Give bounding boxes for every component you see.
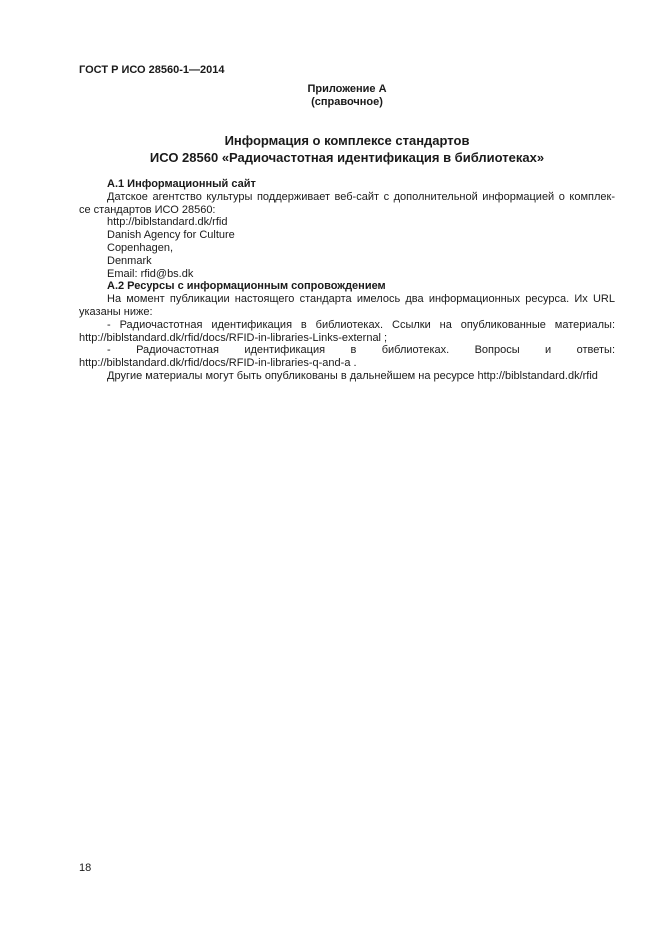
paragraph-line: се стандартов ИСО 28560: bbox=[79, 203, 216, 216]
resource-url: http://biblstandard.dk/rfid/docs/RFID-in-libraries-q-and-a . bbox=[79, 357, 357, 370]
resource-url: http://biblstandard.dk/rfid/docs/RFID-in-libraries-Links-external ; bbox=[79, 331, 388, 344]
list-item-line: - Радиочастотная идентификация в библиотеках. Вопросы и ответы: bbox=[107, 344, 615, 357]
section-heading-line2: ИСО 28560 «Радиочастотная идентификация в библиотеках» bbox=[149, 150, 545, 165]
subsection-title-a1: А.1 Информационный сайт bbox=[107, 178, 256, 190]
closing-paragraph: Другие материалы могут быть опубликованы в дальнейшем на ресурсе http://biblstandard.dk/rfid bbox=[107, 369, 598, 382]
page-number: 18 bbox=[79, 862, 92, 874]
annex-type: (справочное) bbox=[311, 96, 383, 108]
country: Denmark bbox=[107, 254, 152, 267]
paragraph-line: указаны ниже: bbox=[79, 305, 153, 318]
section-heading-line1: Информация о комплексе стандартов bbox=[224, 133, 470, 148]
contact-email: Email: rfid@bs.dk bbox=[107, 267, 194, 280]
paragraph-line: На момент публикации настоящего стандарта имелось два информационных ресурса. Их URL bbox=[107, 293, 615, 306]
annex-title: Приложение А bbox=[307, 83, 387, 95]
organization-name: Danish Agency for Culture bbox=[107, 229, 235, 242]
document-body bbox=[79, 178, 615, 383]
paragraph-line: Датское агентство культуры поддерживает веб-сайт с дополнительной информацией о комплек- bbox=[107, 190, 615, 203]
website-url: http://biblstandard.dk/rfid bbox=[107, 216, 228, 229]
list-item-line: - Радиочастотная идентификация в библиотеках. Ссылки на опубликованные материалы: bbox=[107, 318, 615, 331]
city: Copenhagen, bbox=[107, 241, 174, 254]
subsection-title-a2: А.2 Ресурсы с информационным сопровождением bbox=[107, 280, 386, 293]
document-id: ГОСТ Р ИСО 28560-1—2014 bbox=[79, 64, 225, 76]
